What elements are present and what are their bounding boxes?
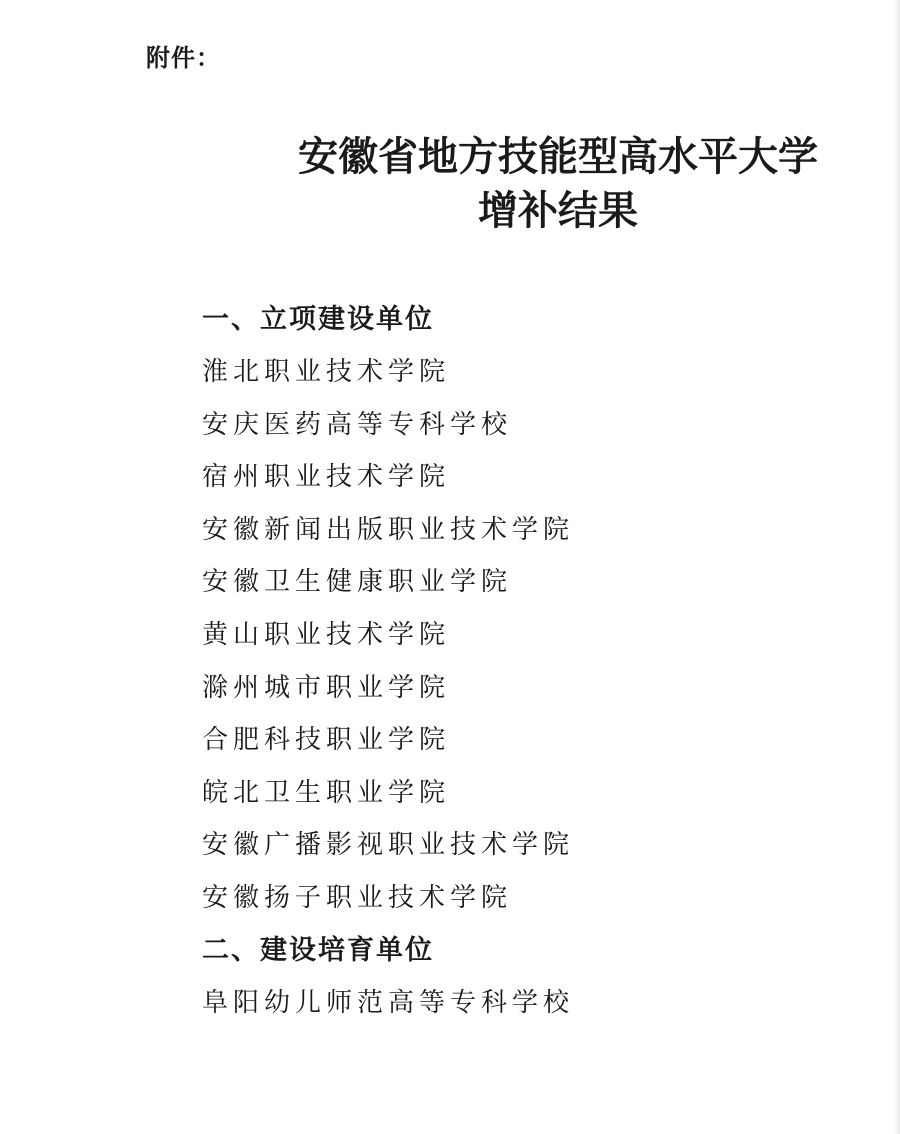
list-item: 皖北卫生职业学院 (202, 777, 451, 808)
list-item: 合肥科技职业学院 (202, 725, 451, 756)
list-item: 安庆医药高等专科学校 (202, 409, 513, 440)
page-edge-shadow (894, 0, 900, 1134)
list-item: 安徽广播影视职业技术学院 (202, 830, 575, 861)
list-item: 淮北职业技术学院 (202, 357, 451, 387)
list-item: 黄山职业技术学院 (202, 619, 451, 650)
section-heading-cultivation: 二、建设培育单位 (202, 934, 434, 966)
list-item: 阜阳幼儿师范高等专科学校 (202, 987, 575, 1018)
list-item: 宿州职业技术学院 (202, 462, 451, 493)
document-title (258, 130, 858, 238)
cultivation-unit-list (202, 977, 842, 1030)
construction-unit-list (202, 346, 842, 925)
title-line-1: 安徽省地方技能型高水平大学 (298, 133, 818, 180)
document-body (202, 294, 842, 1029)
list-item: 安徽卫生健康职业学院 (202, 567, 513, 598)
section-heading-construction: 一、立项建设单位 (202, 304, 434, 335)
list-item: 滁州城市职业学院 (202, 672, 451, 703)
title-line-2: 增补结果 (478, 187, 638, 234)
list-item: 安徽新闻出版职业技术学院 (202, 514, 575, 545)
attachment-label: 附件： (146, 44, 221, 72)
list-item: 安徽扬子职业技术学院 (202, 882, 513, 913)
